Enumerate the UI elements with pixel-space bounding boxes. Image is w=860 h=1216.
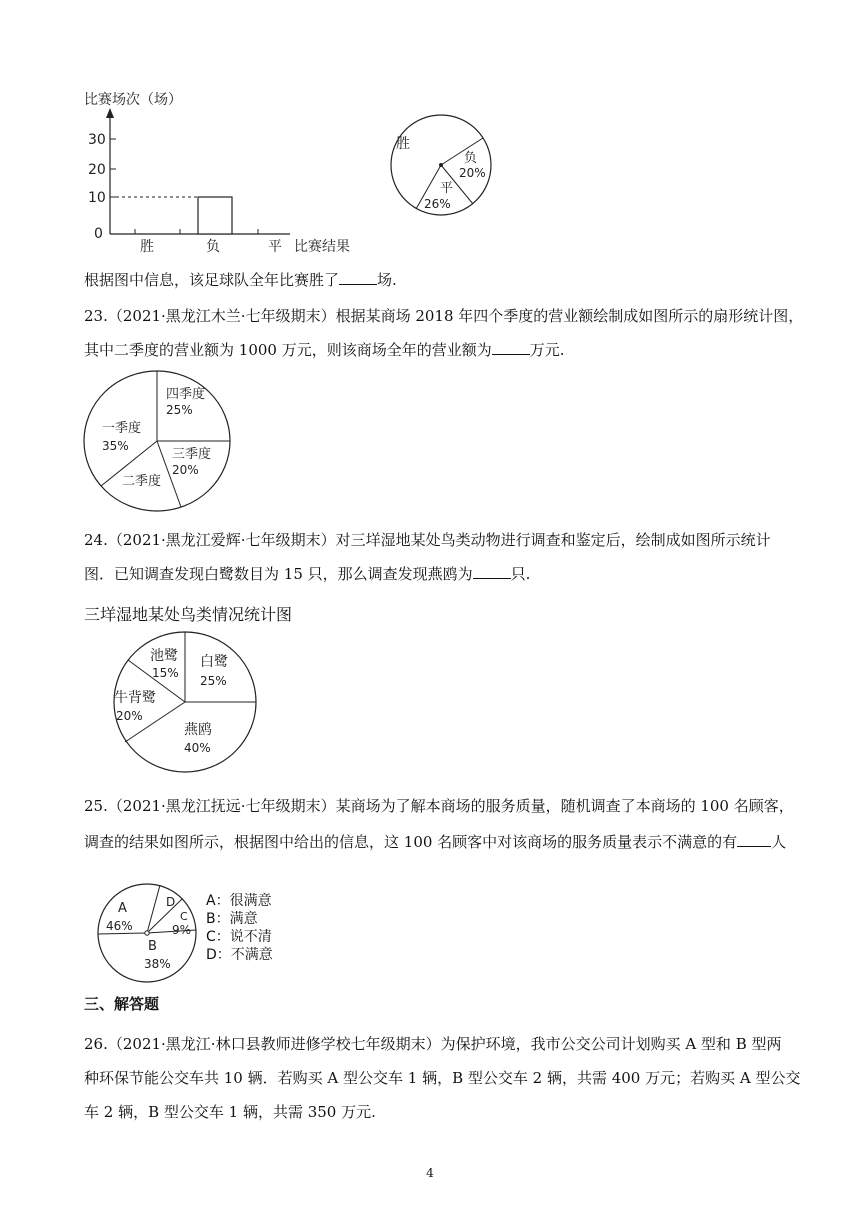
y-axis-arrow (106, 108, 114, 118)
q25-pie-chart (96, 882, 200, 986)
answer-blank[interactable] (473, 564, 511, 579)
slice-label-cattle-egret: 牛背鹭 (114, 690, 156, 706)
x-category-label: 胜 (140, 239, 154, 255)
q25-line1: 25.（2021·黑龙江抚远·七年级期末）某商场为了解本商场的服务质量，随机调查了本商场的 100 名顾客， (84, 797, 794, 815)
q26-line2: 种环保节能公交车共 10 辆．若购买 A 型公交车 1 辆，B 型公交车 2 辆，共需 400 万元；若购买 A 型公交 (84, 1069, 801, 1087)
q24-line1: 24.（2021·黑龙江爱辉·七年级期末）对三垟湿地某处鸟类动物进行调查和鉴定后，绘制成如图所示统计 (84, 531, 771, 549)
section-heading: 三、解答题 (84, 995, 160, 1013)
bar-xlabel: 比赛结果 (294, 239, 350, 255)
slice-label-tern: 燕鸥 (184, 722, 212, 738)
slice-label-q2: 二季度 (122, 474, 162, 489)
pie-center (145, 931, 149, 935)
slice-label-q1: 一季度 (102, 421, 142, 436)
slice-label-b: B (148, 939, 157, 954)
legend-item-c: C：说不清 (206, 929, 272, 945)
q23-line2 (84, 340, 784, 360)
q22-text: 根据图中信息，该足球队全年比赛胜了 (84, 271, 340, 289)
slice-value-q3: 20% (172, 463, 199, 477)
q24-unit: 只. (510, 565, 531, 583)
q23-unit: 万元. (529, 341, 565, 359)
slice-label-c: C (180, 910, 188, 923)
q24-chart-title: 三垟湿地某处鸟类情况统计图 (84, 605, 293, 624)
slice-value-cattle-egret: 20% (116, 709, 143, 723)
slice-value-q4: 25% (166, 403, 193, 417)
bar-lose (198, 197, 232, 234)
answer-blank[interactable] (339, 270, 377, 285)
q25-text: 调查的结果如图所示，根据图中给出的信息，这 100 名顾客中对该商场的服务质量表示不满意的有 (84, 833, 738, 851)
q26-line3: 车 2 辆，B 型公交车 1 辆，共需 350 万元. (84, 1103, 376, 1121)
slice-value-lose: 20% (459, 166, 486, 180)
q26-line1: 26.（2021·黑龙江·林口县教师进修学校七年级期末）为保护环境，我市公交公司计划购买 A 型和 B 型两 (84, 1035, 782, 1053)
slice-value-draw: 26% (424, 197, 451, 211)
slice-label-draw: 平 (440, 181, 454, 196)
y-tick-label: 10 (88, 190, 106, 206)
slice-value-egret: 25% (200, 674, 227, 688)
slice-label-a: A (118, 901, 127, 916)
slice-value-q1: 35% (102, 439, 129, 453)
q22-bar-chart (80, 84, 370, 259)
slice-value-a: 46% (106, 919, 133, 933)
slice-label-lose: 负 (464, 151, 478, 166)
slice-value-b: 38% (144, 957, 171, 971)
slice-label-q4: 四季度 (166, 387, 206, 402)
q24-line2 (84, 564, 784, 584)
slice-label-q3: 三季度 (172, 447, 212, 462)
answer-blank[interactable] (492, 340, 530, 355)
q24-pie-chart (112, 630, 260, 776)
y-tick-label: 20 (88, 162, 106, 178)
page-number: 4 (426, 1166, 434, 1180)
q22-unit: 场. (377, 271, 397, 289)
slice-value-c: 9% (172, 923, 192, 937)
q23-pie-chart (82, 370, 238, 516)
legend-item-b: B：满意 (206, 911, 258, 927)
q25-legend (206, 892, 273, 964)
y-tick-label: 0 (94, 226, 103, 242)
answer-blank[interactable] (737, 832, 771, 847)
q22-pie-chart (388, 112, 494, 218)
legend-item-a: A：很满意 (206, 893, 272, 909)
pie-center (439, 163, 443, 167)
legend-item-d: D：不满意 (206, 947, 273, 963)
q23-line1: 23.（2021·黑龙江木兰·七年级期末）根据某商场 2018 年四个季度的营业额绘制成如图所示的扇形统计图， (84, 307, 804, 325)
slice-label-win: 胜 (396, 136, 410, 152)
slice-label-egret: 白鹭 (200, 654, 228, 670)
slice-value-tern: 40% (184, 741, 211, 755)
x-category-label: 负 (206, 239, 220, 255)
y-tick-label: 30 (88, 132, 106, 148)
q22-question-text (84, 270, 784, 290)
x-category-label: 平 (268, 239, 282, 255)
slice-value-pond-heron: 15% (152, 666, 179, 680)
q24-text: 图．已知调查发现白鹭数目为 15 只，那么调查发现燕鸥为 (84, 565, 473, 583)
bar-ylabel: 比赛场次（场） (84, 92, 182, 108)
q25-unit: 人 (771, 833, 787, 851)
slice-label-pond-heron: 池鹭 (150, 648, 178, 664)
q25-line2 (84, 832, 787, 852)
slice-label-d: D (166, 895, 176, 909)
q23-text: 其中二季度的营业额为 1000 万元，则该商场全年的营业额为 (84, 341, 492, 359)
